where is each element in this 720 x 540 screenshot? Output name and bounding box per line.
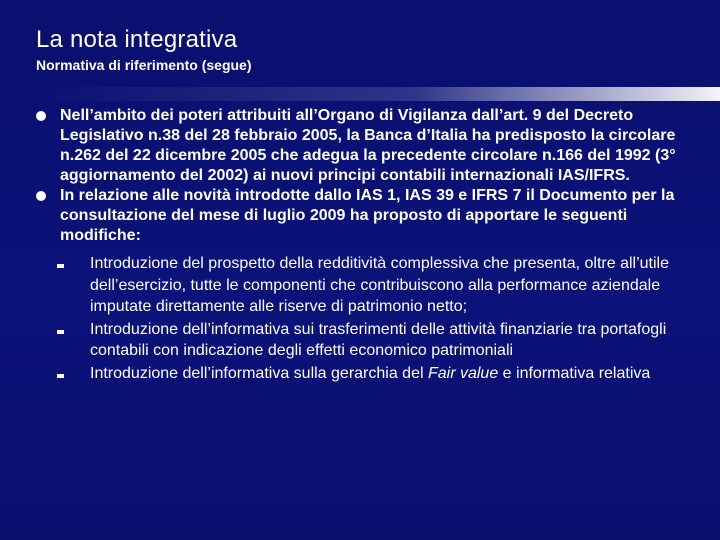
sub-bullet-text-before: Introduzione dell’informativa sulla gerarchia del — [90, 364, 428, 382]
sub-bullet-list — [36, 253, 696, 384]
bullet-item — [36, 106, 696, 186]
bullet-dot-icon — [36, 111, 46, 121]
slide-title: La nota integrativa — [36, 26, 238, 53]
dash-bullet-icon — [57, 330, 64, 334]
sub-bullet-text-after: e informativa relativa — [498, 364, 651, 382]
sub-bullet-item — [36, 319, 696, 362]
slide-content — [36, 106, 696, 384]
sub-bullet-item — [36, 253, 696, 318]
dash-bullet-icon — [57, 264, 64, 268]
sub-bullet-text: Introduzione del prospetto della redditività complessiva che presenta, oltre all’utile dell’esercizio, tutte le componenti che contribuiscono alla performance aziendale imputate direttamente alle riserve di patrimonio netto; — [90, 255, 669, 315]
bullet-item — [36, 186, 696, 246]
bullet-dot-icon — [36, 191, 46, 201]
slide-subtitle: Normativa di riferimento (segue) — [36, 57, 252, 73]
dash-bullet-icon — [57, 374, 64, 378]
title-rule — [36, 87, 720, 101]
sub-bullet-text: Introduzione dell’informativa sui trasferimenti delle attività finanziarie tra portafogli contabili con indicazione degli effetti economico patrimoniali — [90, 320, 667, 359]
bullet-text: In relazione alle novità introdotte dallo IAS 1, IAS 39 e IFRS 7 il Documento per la consultazione del mese di luglio 2009 ha proposto di apportare le seguenti modifiche: — [60, 187, 675, 244]
bullet-text: Nell’ambito dei poteri attribuiti all’Organo di Vigilanza dall’art. 9 del Decreto Legislativo n.38 del 28 febbraio 2005, la Banca d’Italia ha predisposto la circolare n.262 del 22 dicembre 2005 che adegua la precedente circolare n.166 del 1992 (3° aggiornamento del 2002) ai nuovi principi contabili internazionali IAS/IFRS. — [60, 107, 676, 184]
sub-bullet-item — [36, 363, 696, 385]
fair-value-term: Fair value — [427, 364, 499, 382]
